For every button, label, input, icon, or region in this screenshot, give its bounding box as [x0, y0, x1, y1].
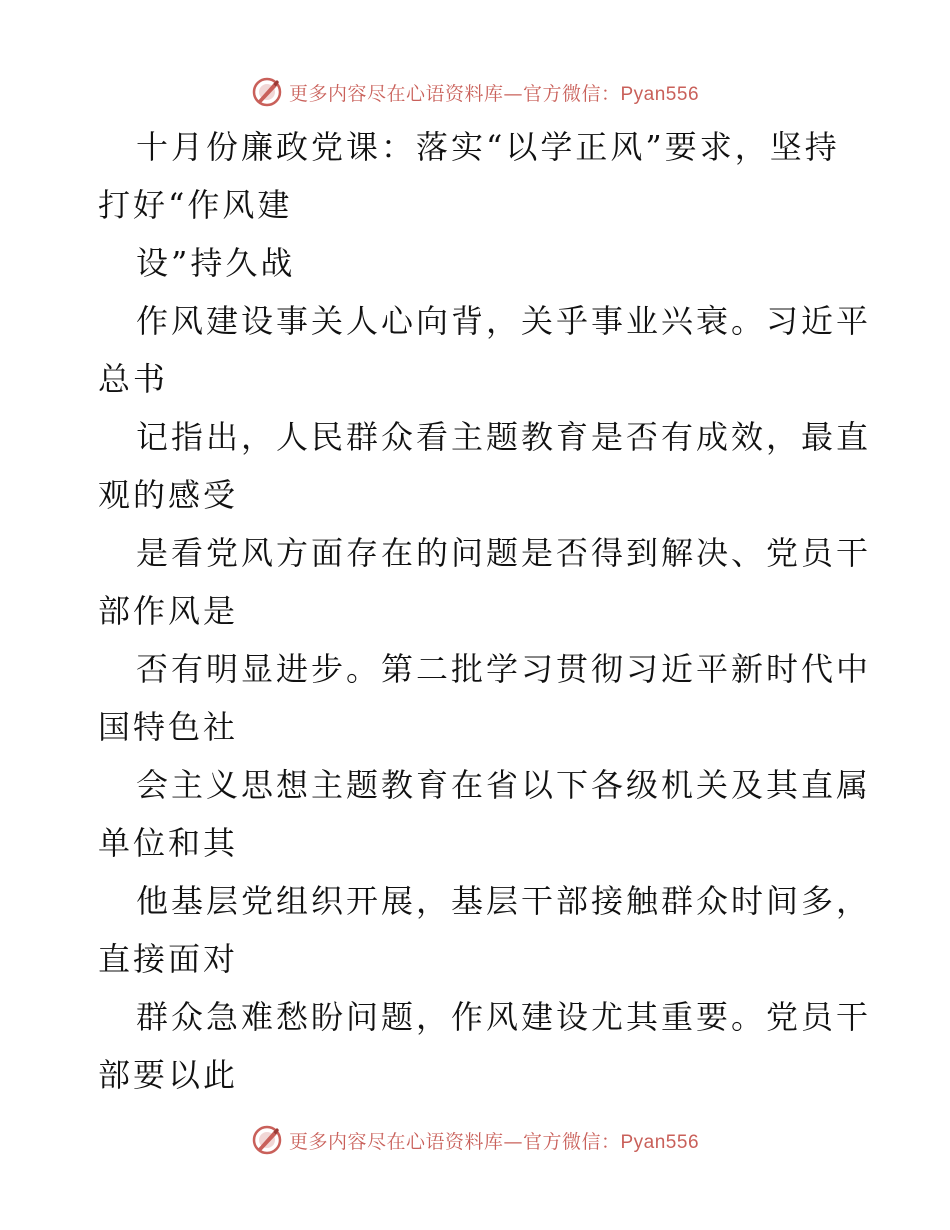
header-banner-text: 更多内容尽在心语资料库—官方微信：Pyan556 — [288, 82, 700, 105]
document-body — [98, 118, 872, 1104]
body-line: 打好“作风建 — [98, 186, 293, 224]
header-banner-account: Pyan556 — [620, 83, 700, 105]
pen-seal-logo-icon — [251, 1124, 283, 1156]
body-line: 作风建设事关人心向背，关乎事业兴衰。习近平 — [136, 302, 872, 340]
body-line: 会主义思想主题教育在省以下各级机关及其直属 — [136, 766, 872, 804]
pen-seal-logo-icon — [251, 76, 283, 108]
footer-banner-account: Pyan556 — [620, 1131, 700, 1153]
body-line: 群众急难愁盼问题，作风建设尤其重要。党员干 — [136, 998, 872, 1036]
footer-watermark-banner — [0, 1120, 950, 1160]
body-line: 记指出，人民群众看主题教育是否有成效，最直 — [136, 418, 872, 456]
footer-banner-text: 更多内容尽在心语资料库—官方微信：Pyan556 — [288, 1130, 700, 1153]
body-line: 设”持久战 — [136, 244, 296, 282]
body-line: 否有明显进步。第二批学习贯彻习近平新时代中 — [136, 650, 872, 688]
body-line: 单位和其 — [98, 824, 239, 862]
header-watermark-banner — [0, 72, 950, 112]
body-line: 部作风是 — [98, 592, 239, 630]
body-line: 是看党风方面存在的问题是否得到解决、党员干 — [136, 534, 872, 572]
body-line: 总书 — [98, 360, 169, 398]
body-line: 观的感受 — [98, 476, 239, 514]
body-line: 他基层党组织开展，基层干部接触群众时间多， — [136, 882, 872, 920]
body-line: 十月份廉政党课：落实“以学正风”要求，坚持 — [136, 128, 840, 166]
body-line: 国特色社 — [98, 708, 239, 746]
body-line: 直接面对 — [98, 940, 239, 978]
body-line: 部要以此 — [98, 1056, 239, 1094]
